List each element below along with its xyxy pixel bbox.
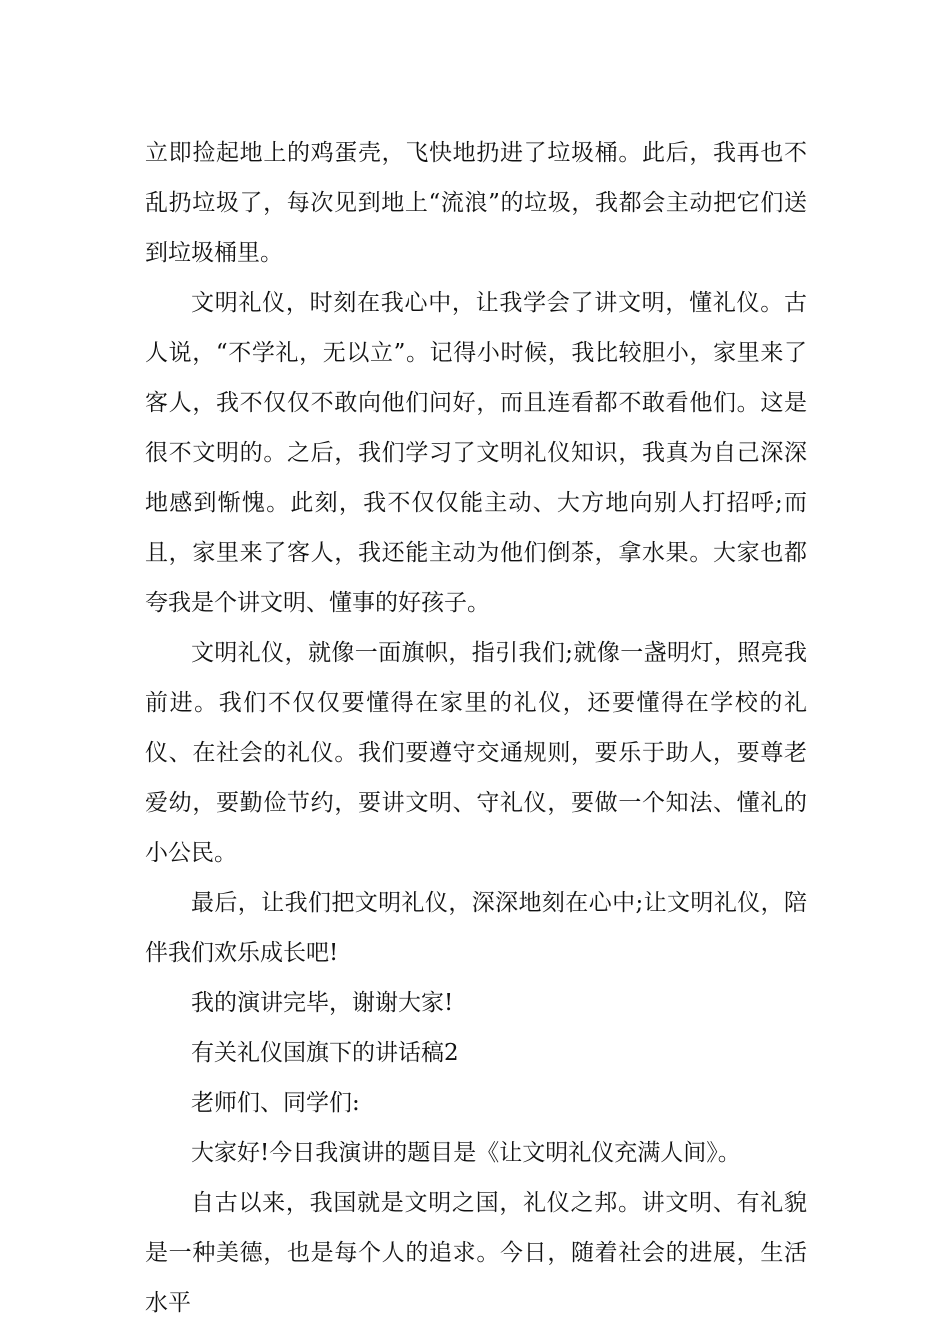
paragraph-flag-and-lamp: 文明礼仪，就像一面旗帜，指引我们;就像一盏明灯，照亮我前进。我们不仅仅要懂得在家里的礼仪，还要懂得在学校的礼仪、在社会的礼仪。我们要遵守交通规则，要乐于助人，要尊老爱幼，要勤俭节约，要讲文明、守礼仪，要做一个知法、懂礼的小公民。 bbox=[145, 640, 807, 866]
body-text bbox=[145, 128, 807, 1328]
paragraph-continuation: 立即捡起地上的鸡蛋壳，飞快地扔进了垃圾桶。此后，我再也不乱扔垃圾了，每次见到地上“流浪”的垃圾，我都会主动把它们送到垃圾桶里。 bbox=[145, 140, 807, 266]
paragraph-civilization-in-heart: 文明礼仪，时刻在我心中，让我学会了讲文明，懂礼仪。古人说，“不学礼，无以立”。记得小时候，我比较胆小，家里来了客人，我不仅仅不敢向他们问好，而且连看都不敢看他们。这是很不文明的。之后，我们学习了文明礼仪知识，我真为自己深深地感到惭愧。此刻，我不仅仅能主动、大方地向别人打招呼;而且，家里来了客人，我还能主动为他们倒茶，拿水果。大家也都夸我是个讲文明、懂事的好孩子。 bbox=[145, 290, 807, 616]
section-heading: 有关礼仪国旗下的讲话稿2 bbox=[191, 1040, 459, 1066]
paragraph-conclusion: 最后，让我们把文明礼仪，深深地刻在心中;让文明礼仪，陪伴我们欢乐成长吧! bbox=[145, 890, 807, 966]
paragraph-topic: 大家好!今日我演讲的题目是《让文明礼仪充满人间》。 bbox=[191, 1140, 741, 1166]
salutation: 老师们、同学们: bbox=[191, 1090, 360, 1116]
paragraph-thanks: 我的演讲完毕，谢谢大家! bbox=[191, 990, 454, 1016]
paragraph-since-ancient-times: 自古以来，我国就是文明之国，礼仪之邦。讲文明、有礼貌是一种美德，也是每个人的追求。今日，随着社会的进展，生活水平 bbox=[145, 1190, 807, 1316]
